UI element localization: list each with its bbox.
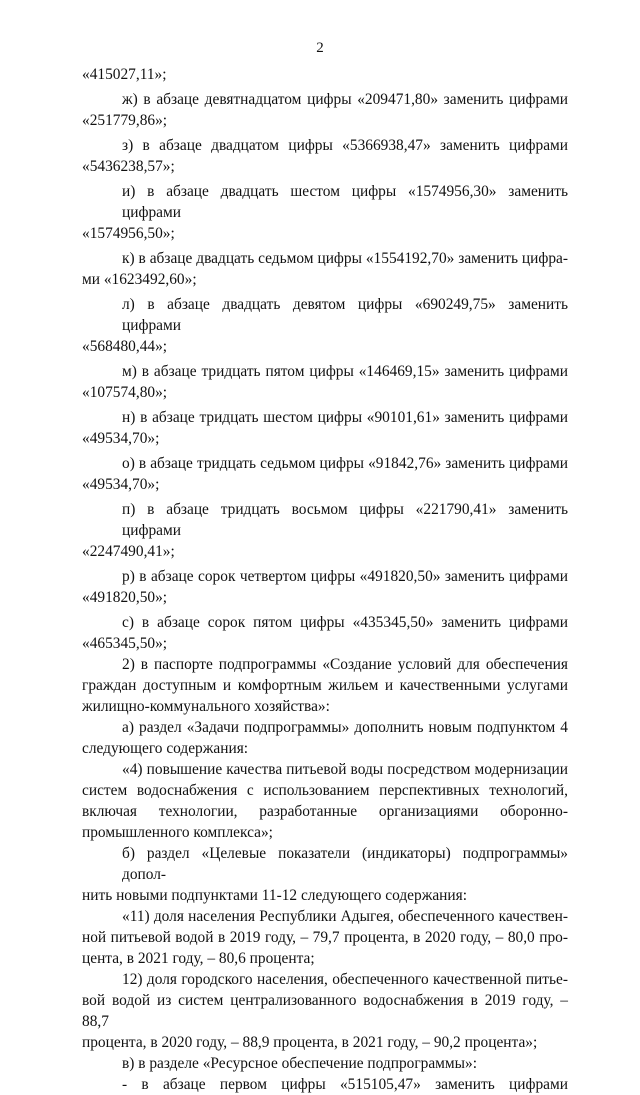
paragraph [82,361,568,403]
paragraph [82,89,568,131]
text-line: «49534,70»; [82,476,160,493]
text-line: «568480,44»; [82,338,168,355]
paragraph [82,654,568,717]
text-line: систем водоснабжения с использованием перспективных технологий, [82,782,568,799]
text-line: следующего содержания: [82,740,249,757]
text-line: р) в абзаце сорок четвертом цифры «491820,50» заменить цифрами [122,568,568,585]
paragraph [82,248,568,290]
text-line: в) в разделе «Ресурсное обеспечение подпрограммы»: [122,1055,477,1072]
text-line: з) в абзаце двадцатом цифры «5366938,47» заменить цифрами [122,137,568,154]
text-line: ной питьевой водой в 2019 году, – 79,7 процента, в 2020 году, – 80,0 про- [82,929,568,946]
text-line: нить новыми подпунктами 11-12 следующего содержания: [82,887,467,904]
paragraph [82,1053,568,1074]
paragraph [82,759,568,843]
text-line: м) в абзаце тридцать пятом цифры «146469,15» заменить цифрами [122,363,568,380]
paragraph [82,135,568,177]
text-line: с) в абзаце сорок пятом цифры «435345,50» заменить цифрами [122,614,568,631]
text-line: 12) доля городского населения, обеспеченного качественной питье- [122,971,568,988]
paragraph [82,499,568,562]
text-line: «415027,11»; [82,66,167,83]
text-line: «4) повышение качества питьевой воды посредством модернизации [122,761,568,778]
paragraph [82,453,568,495]
text-line: и) в абзаце двадцать шестом цифры «1574956,30» заменить цифрами [122,183,568,221]
text-line: включая технологии, разработанные организациями оборонно- [82,803,568,820]
paragraph [82,294,568,357]
text-line: б) раздел «Целевые показатели (индикаторы) подпрограммы» допол- [122,845,568,883]
text-line: 2) в паспорте подпрограммы «Создание условий для обеспечения [122,656,568,673]
text-line: «1574956,50»; [82,225,175,242]
text-line: цента, в 2021 году, – 80,6 процента; [82,950,315,967]
text-line: «107574,80»; [82,384,168,401]
text-line: к) в абзаце двадцать седьмом цифры «1554192,70» заменить цифра- [122,250,568,267]
paragraph [82,566,568,608]
page-number: 2 [316,40,324,56]
text-line: жилищно-коммунального хозяйства»: [82,698,330,715]
text-line: «11) доля населения Республики Адыгея, обеспеченного качествен- [122,908,568,925]
text-line: «465345,50»; [82,635,168,652]
text-line: ми «1623492,60»; [82,271,197,288]
text-line: ж) в абзаце девятнадцатом цифры «209471,80» заменить цифрами [122,91,568,108]
paragraph [82,181,568,244]
text-line: промышленного комплекса»; [82,824,273,841]
paragraph [82,969,568,1053]
text-line: - в абзаце первом цифры «515105,47» заменить цифрами [122,1076,568,1093]
text-line: о) в абзаце тридцать седьмом цифры «91842,76» заменить цифрами [122,455,568,472]
text-line: граждан доступным и комфортным жильем и качественными услугами [82,677,568,694]
paragraph [82,717,568,759]
text-line: «5436238,57»; [82,158,175,175]
document-body [82,64,568,1095]
text-line: н) в абзаце тридцать шестом цифры «90101,61» заменить цифрами [122,409,568,426]
paragraph [82,407,568,449]
text-line: вой водой из систем централизованного водоснабжения в 2019 году, – 88,7 [82,992,568,1030]
paragraph [82,906,568,969]
text-line: «491820,50»; [82,589,168,606]
paragraph [82,1074,568,1095]
paragraph [82,843,568,906]
text-line: л) в абзаце двадцать девятом цифры «690249,75» заменить цифрами [122,296,568,334]
text-line: п) в абзаце тридцать восьмом цифры «221790,41» заменить цифрами [122,501,568,539]
text-line: процента, в 2020 году, – 88,9 процента, в 2021 году, – 90,2 процента»; [82,1034,538,1051]
paragraph [82,612,568,654]
text-line: «251779,86»; [82,112,168,129]
text-line: «2247490,41»; [82,543,175,560]
text-line: «49534,70»; [82,430,160,447]
text-line: а) раздел «Задачи подпрограммы» дополнить новым подпунктом 4 [122,719,568,736]
paragraph [82,64,568,85]
